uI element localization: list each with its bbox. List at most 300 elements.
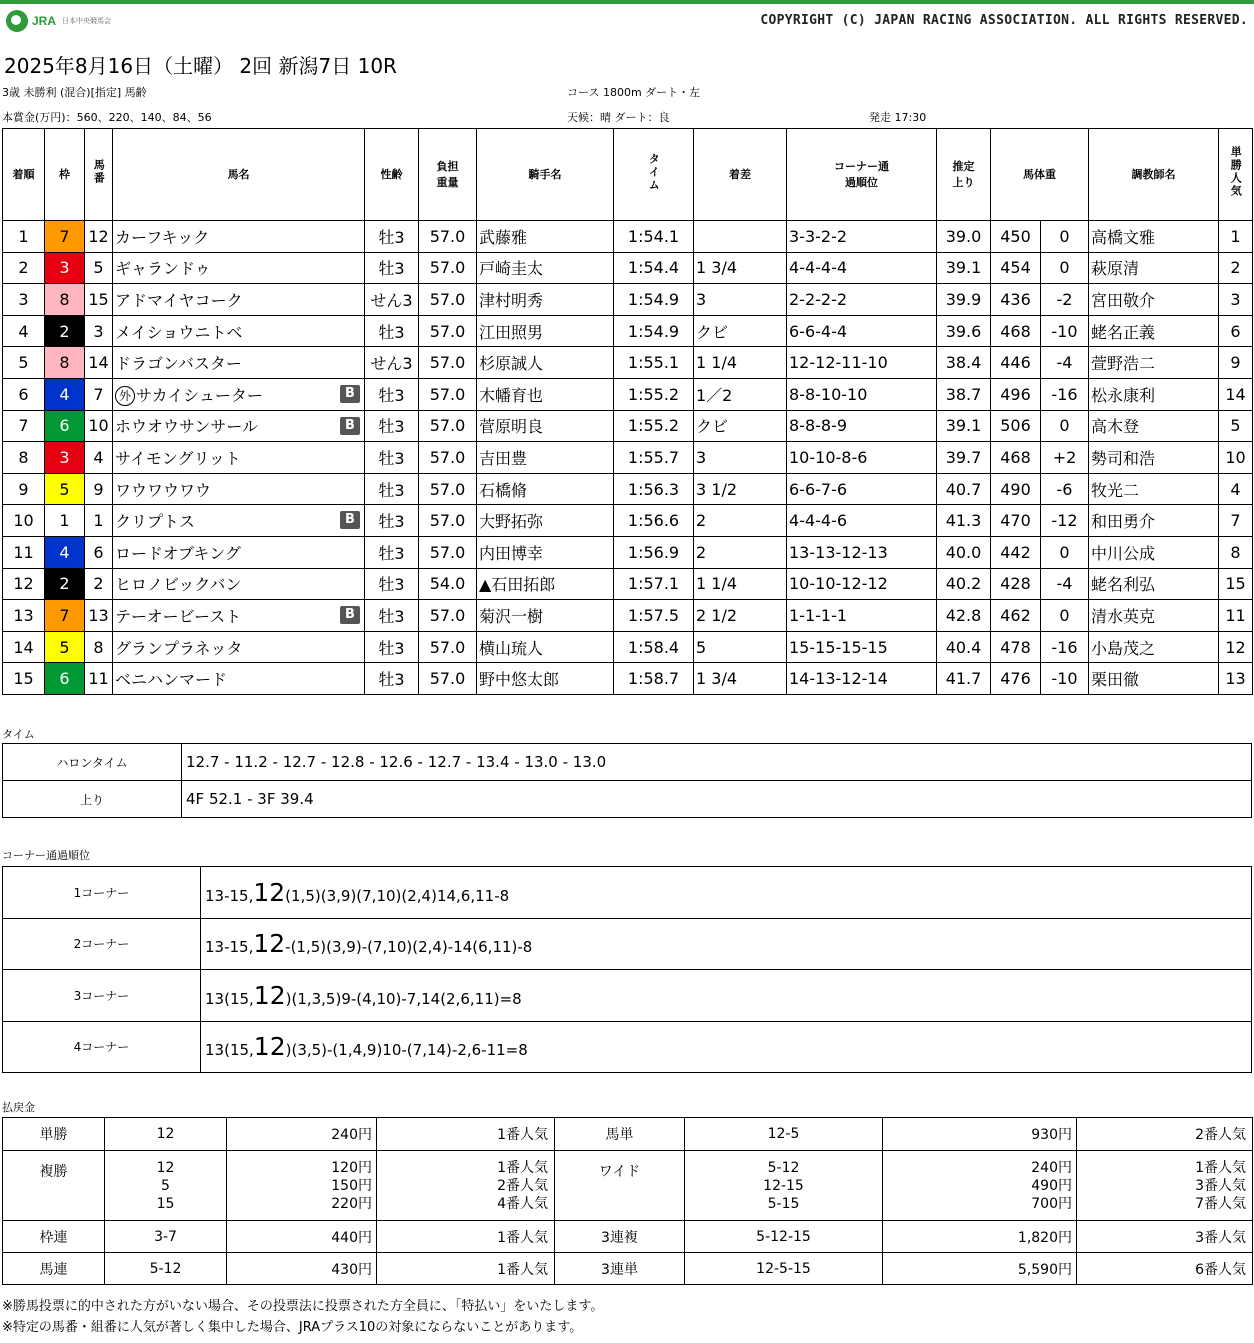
corner-order-winner: 12 bbox=[253, 1032, 286, 1062]
horse-number-cell: 12 bbox=[85, 221, 113, 253]
tansho-num: 12 bbox=[105, 1118, 227, 1151]
col-weight bbox=[419, 129, 477, 221]
top-border bbox=[0, 0, 1254, 4]
jockey-cell[interactable]: 菊沢一樹 bbox=[477, 600, 614, 632]
horse-name: メイショウニトベ bbox=[115, 322, 243, 342]
horse-name-cell[interactable] bbox=[113, 252, 365, 284]
trainer-cell[interactable]: 栗田徹 bbox=[1089, 663, 1219, 695]
jockey-cell[interactable]: 吉田豊 bbox=[477, 442, 614, 474]
col-number-label: 馬番 bbox=[92, 159, 106, 186]
corner-section-label: コーナー通過順位 bbox=[2, 849, 90, 862]
margin-cell: 2 bbox=[694, 536, 787, 568]
blinker-icon: B bbox=[340, 511, 360, 529]
rank-cell: 10 bbox=[3, 505, 45, 537]
horse-name: サカイシューター bbox=[136, 385, 263, 405]
result-row bbox=[3, 378, 1253, 410]
rank-cell: 3 bbox=[3, 284, 45, 316]
wide-nums bbox=[685, 1151, 883, 1221]
frame-cell: 6 bbox=[45, 410, 85, 442]
corner-order bbox=[201, 867, 1252, 919]
body-weight-cell: 496 bbox=[991, 378, 1041, 410]
trainer-cell[interactable]: 萩原清 bbox=[1089, 252, 1219, 284]
horse-name-cell[interactable] bbox=[113, 378, 365, 410]
corner-order-winner: 12 bbox=[253, 877, 286, 907]
time-section-label: タイム bbox=[2, 728, 35, 741]
weight-cell: 57.0 bbox=[419, 410, 477, 442]
last-3f-cell: 39.1 bbox=[937, 410, 991, 442]
trainer-cell[interactable]: 高橋文雅 bbox=[1089, 221, 1219, 253]
umatan-pop: 2番人気 bbox=[1077, 1118, 1253, 1151]
col-time-label: タイム bbox=[647, 152, 661, 192]
margin-cell: クビ bbox=[694, 315, 787, 347]
result-row bbox=[3, 347, 1253, 379]
col-margin: 着差 bbox=[694, 129, 787, 221]
horse-number-cell: 10 bbox=[85, 410, 113, 442]
horse-name-cell[interactable] bbox=[113, 631, 365, 663]
fukusho-pop: 1番人気 bbox=[497, 1159, 548, 1176]
rank-cell: 14 bbox=[3, 631, 45, 663]
corner-label: 2コーナー bbox=[3, 918, 201, 970]
frame-cell: 4 bbox=[45, 536, 85, 568]
popularity-cell: 1 bbox=[1219, 221, 1253, 253]
horse-name: ロードオブキング bbox=[115, 543, 241, 563]
popularity-cell: 9 bbox=[1219, 347, 1253, 379]
halon-label: ハロンタイム bbox=[3, 744, 182, 781]
horse-name-cell[interactable] bbox=[113, 536, 365, 568]
blinker-icon: B bbox=[340, 385, 360, 403]
sex-age-cell: せん3 bbox=[365, 284, 419, 316]
body-diff-cell: -6 bbox=[1041, 473, 1089, 505]
jockey-cell[interactable]: 戸崎圭太 bbox=[477, 252, 614, 284]
weight-cell: 57.0 bbox=[419, 473, 477, 505]
col-pop-label: 単勝人気 bbox=[1229, 146, 1243, 199]
popularity-cell: 4 bbox=[1219, 473, 1253, 505]
umaren-pop: 1番人気 bbox=[377, 1253, 555, 1285]
corner-cell: 6-6-4-4 bbox=[787, 315, 937, 347]
margin-cell bbox=[694, 221, 787, 253]
last-3f-cell: 39.7 bbox=[937, 442, 991, 474]
horse-number-cell: 3 bbox=[85, 315, 113, 347]
time-cell: 1:56.3 bbox=[614, 473, 694, 505]
corner-label: 3コーナー bbox=[3, 970, 201, 1022]
fukusho-yen: 150円 bbox=[331, 1177, 372, 1194]
horse-name-cell[interactable] bbox=[113, 410, 365, 442]
last-3f-cell: 38.4 bbox=[937, 347, 991, 379]
rank-cell: 15 bbox=[3, 663, 45, 695]
post-time: 発走 17:30 bbox=[869, 111, 927, 124]
wide-pop: 7番人気 bbox=[1195, 1195, 1246, 1212]
horse-name: テーオービースト bbox=[115, 606, 242, 626]
horse-name-cell[interactable] bbox=[113, 315, 365, 347]
course-info: コース 1800m ダート・左 bbox=[567, 86, 701, 99]
margin-cell: 2 bbox=[694, 505, 787, 537]
jockey-cell[interactable]: 内田博幸 bbox=[477, 536, 614, 568]
corner-label: 4コーナー bbox=[3, 1021, 201, 1073]
jockey-cell[interactable]: 武藤雅 bbox=[477, 221, 614, 253]
fukusho-pop: 4番人気 bbox=[497, 1195, 548, 1212]
jockey-cell[interactable]: 菅原明良 bbox=[477, 410, 614, 442]
corner-order-post: (1,5)(3,9)(7,10)(2,4)14,6,11-8 bbox=[285, 886, 510, 905]
body-diff-cell: 0 bbox=[1041, 536, 1089, 568]
result-row bbox=[3, 505, 1253, 537]
margin-cell: 5 bbox=[694, 631, 787, 663]
payout-row bbox=[3, 1221, 1253, 1253]
horse-number-cell: 13 bbox=[85, 600, 113, 632]
horse-name: カーフキック bbox=[115, 227, 210, 247]
margin-cell: 1 1/4 bbox=[694, 347, 787, 379]
weight-cell: 57.0 bbox=[419, 378, 477, 410]
margin-cell: 3 bbox=[694, 442, 787, 474]
corner-cell: 12-12-11-10 bbox=[787, 347, 937, 379]
horse-number-cell: 11 bbox=[85, 663, 113, 695]
rank-cell: 12 bbox=[3, 568, 45, 600]
wakuren-yen: 440円 bbox=[227, 1221, 377, 1253]
jockey-cell[interactable]: 横山琉人 bbox=[477, 631, 614, 663]
col-number bbox=[85, 129, 113, 221]
rank-cell: 11 bbox=[3, 536, 45, 568]
result-row bbox=[3, 410, 1253, 442]
col-last-label: 推定上り bbox=[952, 160, 975, 189]
agari-label: 上り bbox=[3, 781, 182, 818]
weight-cell: 57.0 bbox=[419, 221, 477, 253]
payout-table bbox=[2, 1117, 1253, 1285]
sex-age-cell: 牡3 bbox=[365, 410, 419, 442]
corner-order-post: )(3,5)-(1,4,9)10-(7,14)-2,6-11=8 bbox=[285, 1041, 528, 1060]
last-3f-cell: 42.8 bbox=[937, 600, 991, 632]
popularity-cell: 2 bbox=[1219, 252, 1253, 284]
umaren-num: 5-12 bbox=[105, 1253, 227, 1285]
col-corner-label: コーナー通過順位 bbox=[834, 160, 889, 189]
horse-name: アドマイヤコーク bbox=[115, 290, 243, 310]
horse-number-cell: 6 bbox=[85, 536, 113, 568]
wide-yen: 700円 bbox=[1031, 1195, 1072, 1212]
horse-name-cell[interactable] bbox=[113, 473, 365, 505]
time-cell: 1:57.5 bbox=[614, 600, 694, 632]
jockey-cell[interactable]: 津村明秀 bbox=[477, 284, 614, 316]
body-weight-cell: 506 bbox=[991, 410, 1041, 442]
time-cell: 1:54.1 bbox=[614, 221, 694, 253]
weight-cell: 57.0 bbox=[419, 442, 477, 474]
rank-cell: 4 bbox=[3, 315, 45, 347]
wide-yen: 240円 bbox=[1031, 1159, 1072, 1176]
jockey-cell[interactable]: 石橋脩 bbox=[477, 473, 614, 505]
corner-order-pre: 13-15, bbox=[205, 886, 254, 905]
jockey-cell[interactable]: 野中悠太郎 bbox=[477, 663, 614, 695]
weight-cell: 57.0 bbox=[419, 505, 477, 537]
trainer-cell[interactable]: 和田勇介 bbox=[1089, 505, 1219, 537]
sanrentan-yen: 5,590円 bbox=[883, 1253, 1077, 1285]
trainer-cell[interactable]: 小島茂之 bbox=[1089, 631, 1219, 663]
trainer-cell[interactable]: 中川公成 bbox=[1089, 536, 1219, 568]
body-weight-cell: 470 bbox=[991, 505, 1041, 537]
sex-age-cell: 牡3 bbox=[365, 505, 419, 537]
horse-name-cell[interactable] bbox=[113, 568, 365, 600]
trainer-cell[interactable]: 萱野浩二 bbox=[1089, 347, 1219, 379]
body-weight-cell: 450 bbox=[991, 221, 1041, 253]
wide-yen: 490円 bbox=[1031, 1177, 1072, 1194]
body-diff-cell: +2 bbox=[1041, 442, 1089, 474]
time-cell: 1:55.7 bbox=[614, 442, 694, 474]
popularity-cell: 13 bbox=[1219, 663, 1253, 695]
corner-cell: 13-13-12-13 bbox=[787, 536, 937, 568]
wakuren-pop: 1番人気 bbox=[377, 1221, 555, 1253]
body-weight-cell: 446 bbox=[991, 347, 1041, 379]
corner-cell: 8-8-8-9 bbox=[787, 410, 937, 442]
trainer-cell[interactable]: 勢司和浩 bbox=[1089, 442, 1219, 474]
popularity-cell: 10 bbox=[1219, 442, 1253, 474]
result-row bbox=[3, 600, 1253, 632]
umaren-kind: 馬連 bbox=[3, 1253, 105, 1285]
fukusho-pops bbox=[377, 1151, 555, 1221]
popularity-cell: 11 bbox=[1219, 600, 1253, 632]
sanrenpuku-yen: 1,820円 bbox=[883, 1221, 1077, 1253]
halon-value: 12.7 - 11.2 - 12.7 - 12.8 - 12.6 - 12.7 - 13.4 - 13.0 - 13.0 bbox=[182, 744, 1252, 781]
trainer-cell[interactable]: 蛯名正義 bbox=[1089, 315, 1219, 347]
rank-cell: 1 bbox=[3, 221, 45, 253]
trainer-cell[interactable]: 清水英克 bbox=[1089, 600, 1219, 632]
corner-cell: 14-13-12-14 bbox=[787, 663, 937, 695]
frame-cell: 3 bbox=[45, 252, 85, 284]
umaren-yen: 430円 bbox=[227, 1253, 377, 1285]
horse-name-cell[interactable] bbox=[113, 347, 365, 379]
corner-cell: 10-10-8-6 bbox=[787, 442, 937, 474]
umatan-num: 12-5 bbox=[685, 1118, 883, 1151]
corner-cell: 3-3-2-2 bbox=[787, 221, 937, 253]
sanrenpuku-kind: 3連複 bbox=[555, 1221, 685, 1253]
results-header-row bbox=[3, 129, 1253, 221]
horse-name-cell[interactable] bbox=[113, 442, 365, 474]
corner-order-winner: 12 bbox=[253, 980, 286, 1010]
result-row bbox=[3, 663, 1253, 695]
popularity-cell: 7 bbox=[1219, 505, 1253, 537]
corner-row bbox=[3, 867, 1252, 919]
weight-cell: 57.0 bbox=[419, 600, 477, 632]
agari-value: 4F 52.1 - 3F 39.4 bbox=[182, 781, 1252, 818]
wide-num: 12-15 bbox=[763, 1177, 804, 1194]
corner-cell: 4-4-4-6 bbox=[787, 505, 937, 537]
corner-row bbox=[3, 918, 1252, 970]
last-3f-cell: 41.3 bbox=[937, 505, 991, 537]
time-cell: 1:55.2 bbox=[614, 410, 694, 442]
result-row bbox=[3, 284, 1253, 316]
horse-number-cell: 1 bbox=[85, 505, 113, 537]
margin-cell: 1 3/4 bbox=[694, 663, 787, 695]
fukusho-num: 15 bbox=[156, 1195, 175, 1212]
body-diff-cell: -10 bbox=[1041, 663, 1089, 695]
margin-cell: 1／2 bbox=[694, 378, 787, 410]
halon-row bbox=[3, 744, 1252, 781]
col-rank: 着順 bbox=[3, 129, 45, 221]
margin-cell: 3 bbox=[694, 284, 787, 316]
horse-name: ドラゴンバスター bbox=[115, 354, 242, 374]
horse-name-cell[interactable] bbox=[113, 505, 365, 537]
col-jockey: 騎手名 bbox=[477, 129, 614, 221]
frame-cell: 2 bbox=[45, 568, 85, 600]
jockey-cell[interactable]: 大野拓弥 bbox=[477, 505, 614, 537]
trainer-cell[interactable]: 牧光二 bbox=[1089, 473, 1219, 505]
jockey-cell[interactable]: 木幡育也 bbox=[477, 378, 614, 410]
last-3f-cell: 39.9 bbox=[937, 284, 991, 316]
frame-cell: 1 bbox=[45, 505, 85, 537]
sanrentan-num: 12-5-15 bbox=[685, 1253, 883, 1285]
horse-number-cell: 8 bbox=[85, 631, 113, 663]
margin-cell: 2 1/2 bbox=[694, 600, 787, 632]
last-3f-cell: 38.7 bbox=[937, 378, 991, 410]
body-diff-cell: -10 bbox=[1041, 315, 1089, 347]
horse-name: ホウオウサンサール bbox=[115, 417, 258, 437]
body-weight-cell: 476 bbox=[991, 663, 1041, 695]
corner-cell: 1-1-1-1 bbox=[787, 600, 937, 632]
weight-cell: 54.0 bbox=[419, 568, 477, 600]
weather-info: 天候：晴 ダート：良 bbox=[567, 111, 670, 124]
jockey-cell[interactable]: 江田照男 bbox=[477, 315, 614, 347]
payout-note: ※勝馬投票に的中された方がいない場合、その投票法に投票された方全員に、「特払い」をいたします。 bbox=[2, 1299, 604, 1314]
jockey-cell[interactable]: ▲石田拓郎 bbox=[477, 568, 614, 600]
last-3f-cell: 41.7 bbox=[937, 663, 991, 695]
sex-age-cell: せん3 bbox=[365, 347, 419, 379]
horse-number-cell: 15 bbox=[85, 284, 113, 316]
payout-row bbox=[3, 1118, 1253, 1151]
body-weight-cell: 468 bbox=[991, 315, 1041, 347]
body-weight-cell: 454 bbox=[991, 252, 1041, 284]
horse-number-cell: 14 bbox=[85, 347, 113, 379]
rank-cell: 9 bbox=[3, 473, 45, 505]
margin-cell: 3 1/2 bbox=[694, 473, 787, 505]
rank-cell: 2 bbox=[3, 252, 45, 284]
frame-cell: 5 bbox=[45, 631, 85, 663]
sex-age-cell: 牡3 bbox=[365, 378, 419, 410]
wide-num: 5-15 bbox=[767, 1195, 800, 1212]
fukusho-num: 12 bbox=[156, 1159, 175, 1176]
tansho-yen: 240円 bbox=[227, 1118, 377, 1151]
last-3f-cell: 40.7 bbox=[937, 473, 991, 505]
body-diff-cell: -2 bbox=[1041, 284, 1089, 316]
corner-order-pre: 13(15, bbox=[205, 989, 254, 1008]
last-3f-cell: 39.0 bbox=[937, 221, 991, 253]
wide-pops bbox=[1077, 1151, 1253, 1221]
result-row bbox=[3, 442, 1253, 474]
payout-row bbox=[3, 1151, 1253, 1221]
col-frame: 枠 bbox=[45, 129, 85, 221]
body-diff-cell: -4 bbox=[1041, 347, 1089, 379]
sex-age-cell: 牡3 bbox=[365, 663, 419, 695]
sanrentan-kind: 3連単 bbox=[555, 1253, 685, 1285]
umatan-kind: 馬単 bbox=[555, 1118, 685, 1151]
frame-cell: 3 bbox=[45, 442, 85, 474]
sex-age-cell: 牡3 bbox=[365, 631, 419, 663]
wide-num: 5-12 bbox=[767, 1159, 800, 1176]
col-body: 馬体重 bbox=[991, 129, 1089, 221]
trainer-cell[interactable]: 蛯名利弘 bbox=[1089, 568, 1219, 600]
fukusho-yen: 220円 bbox=[331, 1195, 372, 1212]
payout-note: ※特定の馬番・組番に人気が著しく集中した場合、JRAプラス10の対象にならないことがあります。 bbox=[2, 1320, 583, 1335]
body-weight-cell: 468 bbox=[991, 442, 1041, 474]
frame-cell: 5 bbox=[45, 473, 85, 505]
rank-cell: 8 bbox=[3, 442, 45, 474]
body-diff-cell: -4 bbox=[1041, 568, 1089, 600]
weight-cell: 57.0 bbox=[419, 663, 477, 695]
corner-row bbox=[3, 970, 1252, 1022]
trainer-cell[interactable]: 宮田敬介 bbox=[1089, 284, 1219, 316]
foreign-mark-icon: 外 bbox=[115, 386, 135, 406]
sex-age-cell: 牡3 bbox=[365, 252, 419, 284]
logo-text: JRA bbox=[32, 14, 57, 28]
sanrenpuku-num: 5-12-15 bbox=[685, 1221, 883, 1253]
horse-name: ヒロノビックバン bbox=[115, 575, 242, 595]
horse-name-cell[interactable] bbox=[113, 663, 365, 695]
frame-cell: 7 bbox=[45, 600, 85, 632]
col-sexage: 性齢 bbox=[365, 129, 419, 221]
copyright-notice: COPYRIGHT (C) JAPAN RACING ASSOCIATION. ALL RIGHTS RESERVED. bbox=[760, 13, 1248, 28]
jockey-cell[interactable]: 杉原誠人 bbox=[477, 347, 614, 379]
wide-yens bbox=[883, 1151, 1077, 1221]
umatan-yen: 930円 bbox=[883, 1118, 1077, 1151]
body-diff-cell: 0 bbox=[1041, 252, 1089, 284]
payout-section-label: 払戻金 bbox=[2, 1101, 35, 1114]
blinker-icon: B bbox=[340, 606, 360, 624]
corner-cell: 10-10-12-12 bbox=[787, 568, 937, 600]
time-cell: 1:56.9 bbox=[614, 536, 694, 568]
fukusho-pop: 2番人気 bbox=[497, 1177, 548, 1194]
frame-cell: 7 bbox=[45, 221, 85, 253]
fukusho-nums bbox=[105, 1151, 227, 1221]
horse-name-cell[interactable] bbox=[113, 600, 365, 632]
frame-cell: 6 bbox=[45, 663, 85, 695]
result-row bbox=[3, 252, 1253, 284]
horse-name-cell[interactable] bbox=[113, 221, 365, 253]
col-weight-label: 負担重量 bbox=[436, 160, 459, 189]
corner-order-post: -(1,5)(3,9)-(7,10)(2,4)-14(6,11)-8 bbox=[285, 938, 533, 957]
body-weight-cell: 462 bbox=[991, 600, 1041, 632]
sex-age-cell: 牡3 bbox=[365, 536, 419, 568]
trainer-cell[interactable]: 松永康利 bbox=[1089, 378, 1219, 410]
fukusho-num: 5 bbox=[161, 1177, 170, 1194]
result-row bbox=[3, 473, 1253, 505]
frame-cell: 8 bbox=[45, 284, 85, 316]
sex-age-cell: 牡3 bbox=[365, 568, 419, 600]
weight-cell: 57.0 bbox=[419, 252, 477, 284]
col-trainer: 調教師名 bbox=[1089, 129, 1219, 221]
corner-label: 1コーナー bbox=[3, 867, 201, 919]
result-row bbox=[3, 568, 1253, 600]
horse-name: クリプトス bbox=[115, 512, 195, 532]
horse-name: サイモングリット bbox=[115, 448, 241, 468]
trainer-cell[interactable]: 高木登 bbox=[1089, 410, 1219, 442]
wakuren-kind: 枠連 bbox=[3, 1221, 105, 1253]
corner-order bbox=[201, 970, 1252, 1022]
body-diff-cell: 0 bbox=[1041, 600, 1089, 632]
race-title: 2025年8月16日（土曜） 2回 新潟7日 10R bbox=[4, 54, 397, 78]
tansho-pop: 1番人気 bbox=[377, 1118, 555, 1151]
time-cell: 1:58.4 bbox=[614, 631, 694, 663]
last-3f-cell: 39.6 bbox=[937, 315, 991, 347]
popularity-cell: 12 bbox=[1219, 631, 1253, 663]
agari-row bbox=[3, 781, 1252, 818]
popularity-cell: 6 bbox=[1219, 315, 1253, 347]
col-last bbox=[937, 129, 991, 221]
time-table bbox=[2, 743, 1252, 818]
body-weight-cell: 442 bbox=[991, 536, 1041, 568]
weight-cell: 57.0 bbox=[419, 536, 477, 568]
jra-logo[interactable] bbox=[6, 10, 111, 32]
time-cell: 1:54.9 bbox=[614, 284, 694, 316]
corner-table bbox=[2, 866, 1252, 1073]
fukusho-yen: 120円 bbox=[331, 1159, 372, 1176]
logo-subtext: 日本中央競馬会 bbox=[62, 17, 112, 25]
horse-name-cell[interactable] bbox=[113, 284, 365, 316]
rank-cell: 5 bbox=[3, 347, 45, 379]
margin-cell: クビ bbox=[694, 410, 787, 442]
